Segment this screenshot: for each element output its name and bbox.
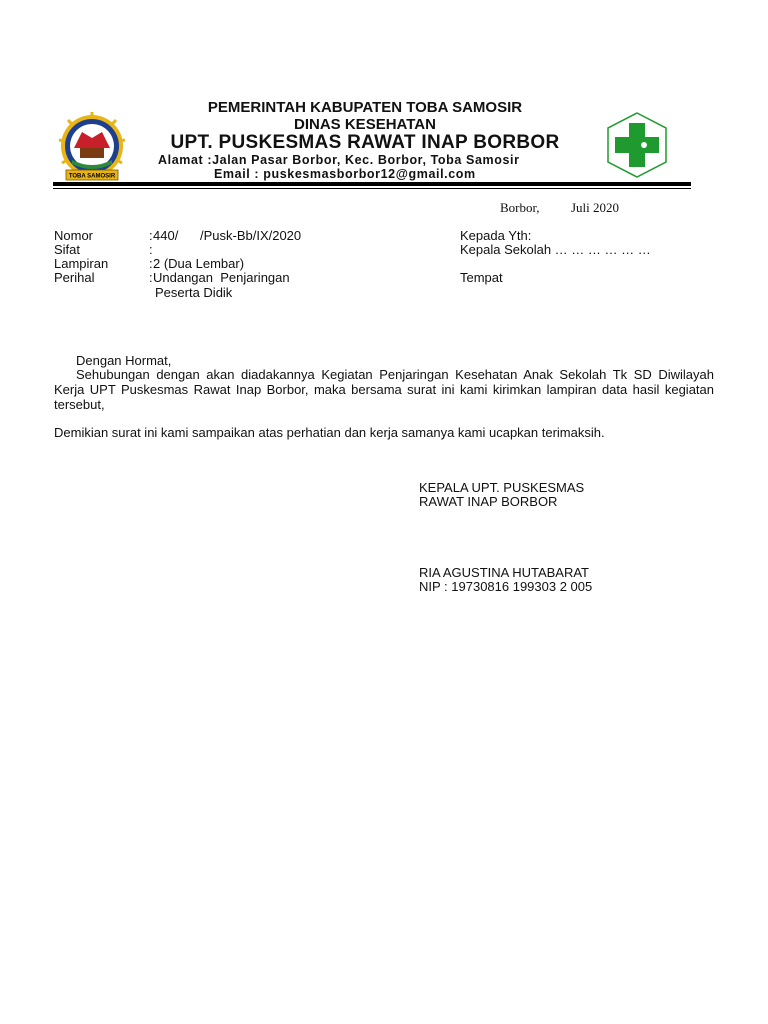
recipient-salutation: Kepada Yth: [460,228,532,243]
signatory-nip: NIP : 19730816 199303 2 005 [419,579,593,594]
recipient-name: Kepala Sekolah … … … … … … [460,242,651,257]
toba-samosir-emblem-icon [56,108,128,184]
green-cross-icon [604,111,670,179]
body-paragraph-2: Demikian surat ini kami sampaikan atas perhatian dan kerja samanya kami ucapkan terimaksih. [54,425,605,440]
signatory-title-line2: RAWAT INAP BORBOR [419,494,558,509]
signatory-title-line1: KEPALA UPT. PUSKESMAS [419,480,585,495]
letter-place: Borbor, [500,200,540,215]
perihal-label: Perihal [54,270,95,285]
government-title: PEMERINTAH KABUPATEN TOBA SAMOSIR [207,99,523,116]
department-title: DINAS KESEHATAN [294,116,436,133]
emblem-banner-text: TOBA SAMOSIR [68,173,116,180]
address-line: Alamat :Jalan Pasar Borbor, Kec. Borbor, Toba Samosir [158,153,520,167]
lampiran-value: 2 (Dua Lembar) [153,256,245,271]
organization-title: UPT. PUSKESMAS RAWAT INAP BORBOR [170,132,560,153]
body-paragraph-1: Sehubungan dengan akan diadakannya Kegiatan Penjaringan Kesehatan Anak Sekolah Tk SD Diwilayah Kerja UPT Puskesmas Rawat Inap Borbor, maka bersama surat ini kami kirimkan lampiran data hasil kegiatan tersebut, [54,367,714,412]
nomor-sep: : [149,228,153,243]
perihal-value-line1: Undangan Penjaringan [153,270,290,285]
lampiran-sep: : [149,256,153,271]
sifat-sep: : [149,242,153,257]
letter-date: Juli 2020 [571,200,620,215]
email-line: Email : puskesmasborbor12@gmail.com [214,167,476,181]
nomor-label: Nomor [54,228,94,243]
letterhead-divider [53,182,691,186]
recipient-place: Tempat [460,270,503,285]
signatory-name: RIA AGUSTINA HUTABARAT [419,565,589,580]
greeting: Dengan Hormat, [76,353,172,368]
nomor-value: 440/ /Pusk-Bb/IX/2020 [153,228,302,243]
perihal-value-line2: Peserta Didik [155,285,233,300]
perihal-sep: : [149,270,153,285]
letterhead-divider-thin [53,188,691,189]
sifat-label: Sifat [54,242,81,257]
lampiran-label: Lampiran [54,256,109,271]
